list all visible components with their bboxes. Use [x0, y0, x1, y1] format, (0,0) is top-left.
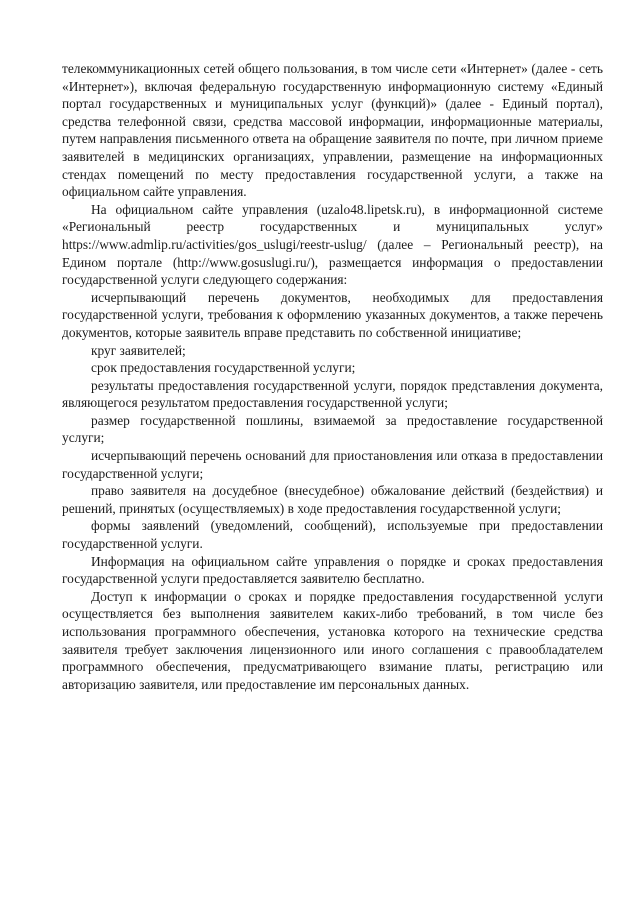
list-item-applicants: круг заявителей;	[91, 342, 186, 358]
list-item-term: срок предоставления государственной услуги;	[91, 360, 356, 376]
paragraph-access-conditions: Доступ к информации о сроках и порядке предоставления государственной услуги осуществляется без выполнения заявителем каких-либо требований, в том числе без использования программного обеспечения, установка которого на технические средства заявителя требует заключения лицензионного или иного соглашения с правообладателем программного обеспечения, предусматривающего взимание платы, регистрацию или авторизацию заявителя, или предоставление им персональных данных.	[62, 588, 603, 692]
paragraph-free-info: Информация на официальном сайте управления о порядке и сроках предоставления государственной услуги предоставляется заявителю бесплатно.	[62, 553, 603, 587]
list-item-duty: размер государственной пошлины, взимаемой за предоставление государственной услуги;	[62, 412, 603, 446]
paragraph-continuation: телекоммуникационных сетей общего пользования, в том числе сети «Интернет» (далее - сеть «Интернет»), включая федеральную государственную информационную систему «Единый портал государственных и муниципальных услуг (функций)» (далее - Единый портал), средства телефонной связи, средства массовой информации, информационные материалы, путем направления письменного ответа на обращение заявителя по почте, при личном приеме заявителей в медицинских организациях, управлении, размещение на информационных стендах помещений по месту предоставления государственной услуги, а также на официальном сайте управления.	[62, 61, 603, 200]
list-item-documents: исчерпывающий перечень документов, необходимых для предоставления государственной услуги, требования к оформлению указанных документов, а также перечень документов, которые заявитель вправе представить по собственной инициативе;	[62, 289, 603, 340]
list-item-results: результаты предоставления государственной услуги, порядок представления документа, являющегося результатом предоставления государственной услуги;	[62, 377, 603, 411]
list-item-appeal-right: право заявителя на досудебное (внесудебное) обжалование действий (бездействия) и решений, принятых (осуществляемых) в ходе предоставления государственной услуги;	[62, 483, 603, 516]
list-item-refusal-grounds: исчерпывающий перечень оснований для приостановления или отказа в предоставлении государственной услуги;	[62, 448, 603, 481]
list-item-forms: формы заявлений (уведомлений, сообщений), используемые при предоставлении государственной услуги.	[62, 518, 603, 552]
paragraph-official-site-info: На официальном сайте управления (uzalo48.lipetsk.ru), в информационной системе «Региональный реестр государственных и муниципальных услуг» https://www.admlip.ru/activities/gos_uslugi/reestr-uslug/ (далее – Региональный реестр), на Едином портале (http://www.gosuslugi.ru/), размещается информация о предоставлении государственной услуги следующего содержания:	[62, 201, 603, 288]
document-body	[62, 60, 603, 693]
